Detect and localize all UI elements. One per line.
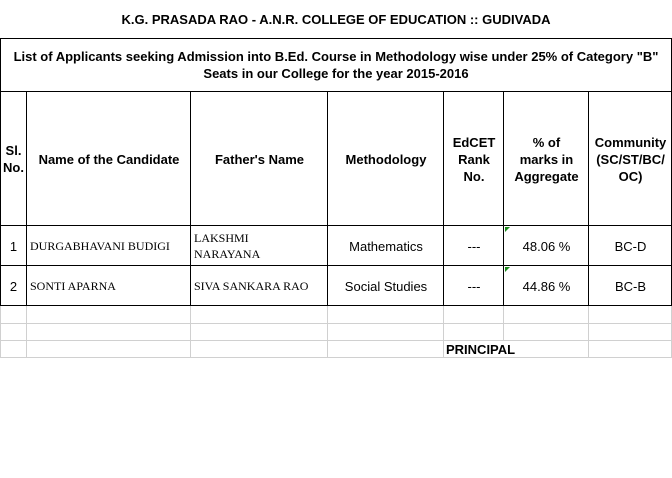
header-marks-aggregate: % of marks in Aggregate: [514, 134, 579, 184]
grid-line: [0, 265, 672, 266]
grid-line: [0, 306, 1, 358]
college-title: K.G. PRASADA RAO - A.N.R. COLLEGE OF EDUCATION :: GUDIVADA: [121, 11, 551, 27]
grid-line: [0, 91, 672, 92]
list-title: List of Applicants seeking Admission into B.Ed. Course in Methodology wise under 25% of Category "B" Seats in our College for the year 2015-2016: [13, 49, 659, 81]
header-father-name: Father's Name: [214, 151, 305, 167]
grid-line: [26, 91, 27, 306]
row-2-methodology: Social Studies: [344, 278, 428, 294]
row-2-father-name: SIVA SANKARA RAO: [194, 279, 309, 293]
header-sl-no: Sl. No.: [3, 143, 24, 175]
row-2-edcet-rank: ---: [467, 278, 481, 294]
grid-line: [0, 357, 672, 358]
header-candidate-name: Name of the Candidate: [38, 151, 180, 167]
cell-marker-icon: [505, 267, 510, 272]
row-1-father-name: LAKSHMI NARAYANA: [194, 231, 261, 261]
grid-line: [0, 340, 672, 341]
grid-line: [0, 225, 672, 226]
cell-marker-icon: [505, 227, 510, 232]
row-1-candidate-name: DURGABHAVANI BUDIGI: [30, 239, 170, 253]
row-2-community: BC-B: [614, 278, 647, 294]
grid-line: [443, 306, 444, 358]
header-edcet-rank: EdCET Rank No.: [452, 134, 496, 184]
row-2-marks: 44.86 %: [522, 278, 571, 294]
grid-line: [0, 38, 672, 39]
grid-line: [588, 306, 589, 358]
row-1-edcet-rank: ---: [467, 238, 481, 254]
grid-line: [327, 91, 328, 306]
grid-line: [26, 306, 27, 358]
grid-line: [0, 305, 672, 306]
grid-line: [443, 91, 444, 306]
grid-line: [190, 306, 191, 358]
grid-line: [190, 91, 191, 306]
row-1-community: BC-D: [614, 238, 647, 254]
row-1-methodology: Mathematics: [349, 238, 423, 254]
header-community: Community (SC/ST/BC/ OC): [594, 134, 667, 184]
principal-signature-label: PRINCIPAL: [446, 342, 516, 357]
row-2-sl-no: 2: [9, 278, 18, 294]
grid-line: [0, 323, 672, 324]
grid-line: [503, 91, 504, 306]
grid-line: [503, 306, 504, 341]
grid-line: [327, 306, 328, 358]
row-1-marks: 48.06 %: [522, 238, 571, 254]
grid-line: [0, 38, 1, 306]
header-methodology: Methodology: [345, 151, 427, 167]
row-1-sl-no: 1: [9, 238, 18, 254]
grid-line: [588, 91, 589, 306]
row-2-candidate-name: SONTI APARNA: [30, 279, 116, 293]
